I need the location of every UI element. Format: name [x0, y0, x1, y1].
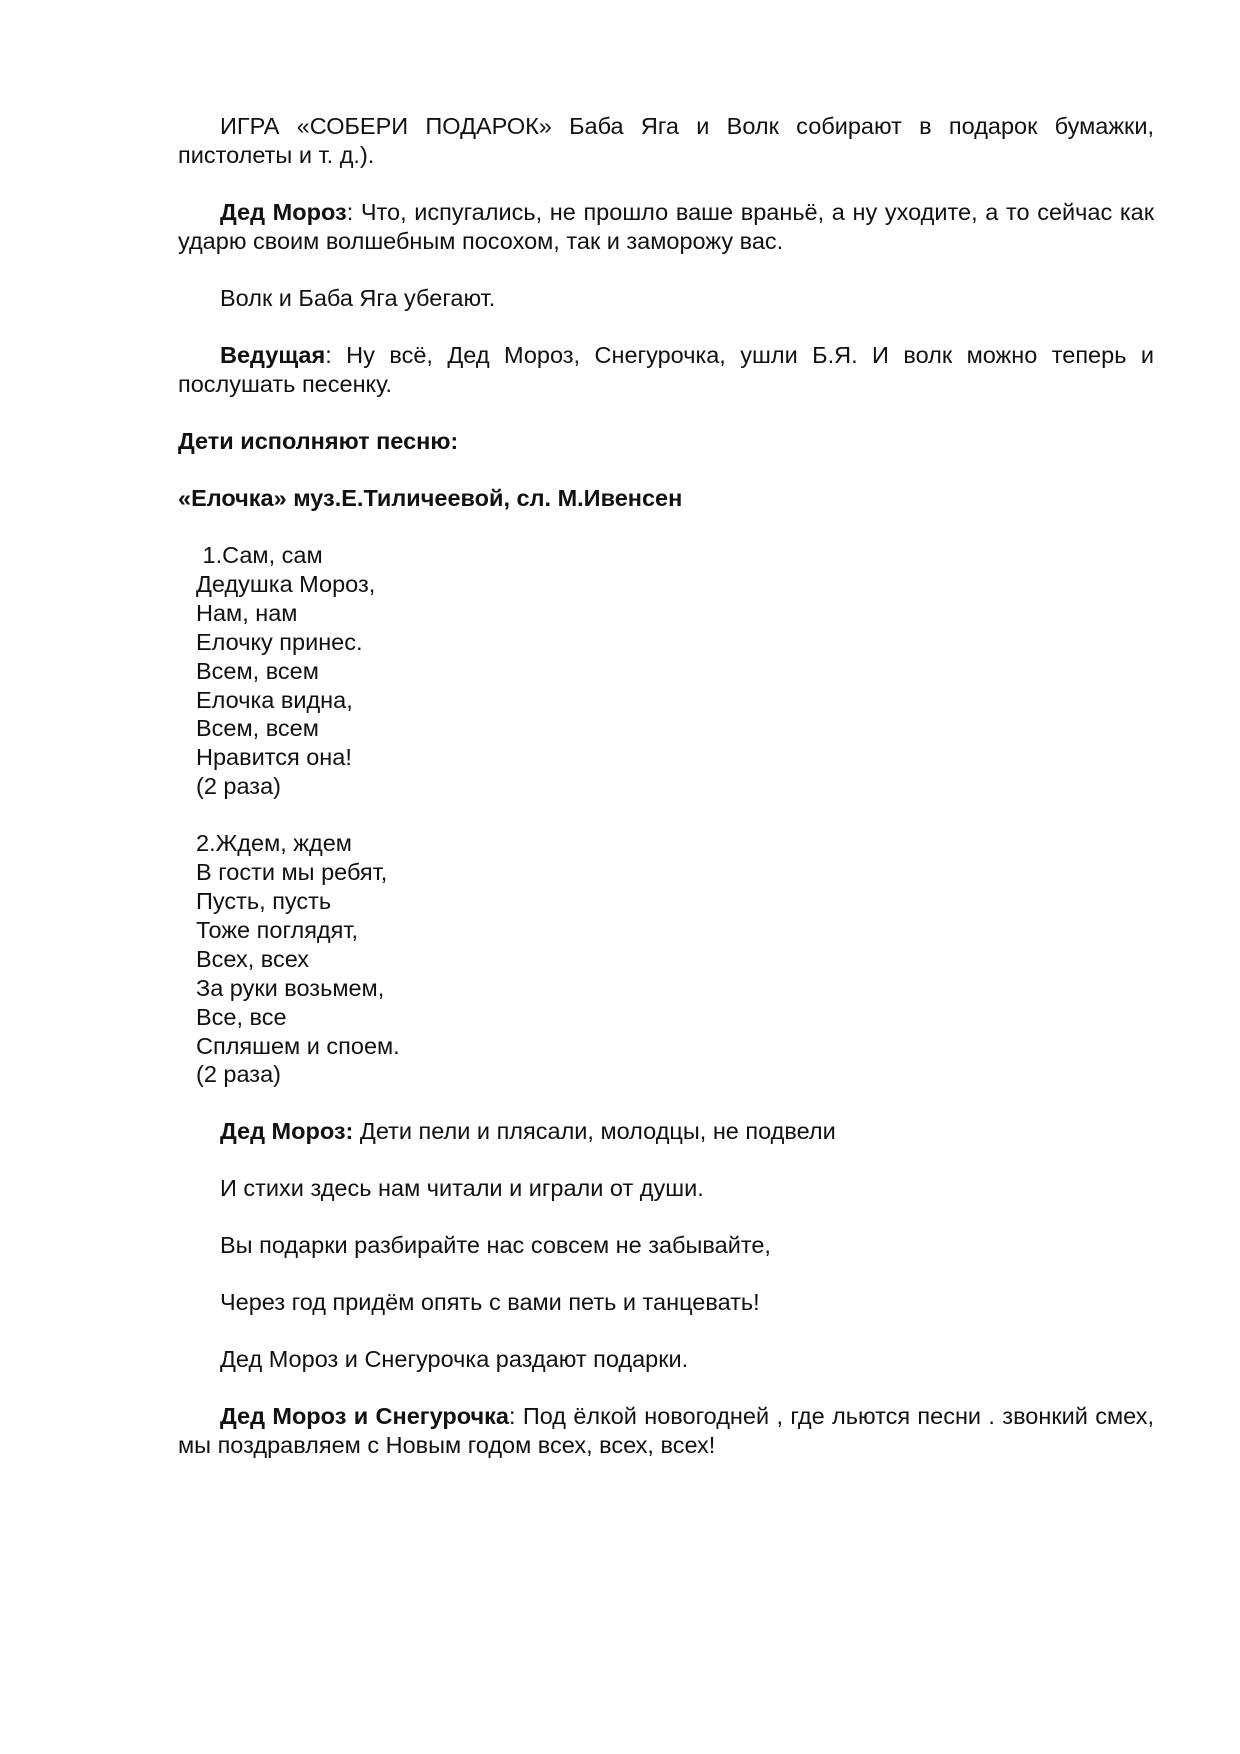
verse-line: Спляшем и споем. [196, 1032, 400, 1059]
poem-line-2: И стихи здесь нам читали и играли от души. [220, 1175, 704, 1202]
verse-line: Все, все [196, 1003, 287, 1030]
verse-line: Нравится она! [196, 744, 352, 771]
paragraph-ded-moroz-2 [178, 1117, 1154, 1146]
verse-line: Тоже поглядят, [196, 916, 359, 943]
speech-text: : Что, испугались, не прошло ваше враньё, а ну уходите, а то сейчас как ударю своим волшебным посохом, так и заморожу вас. [178, 199, 1155, 254]
document-page [178, 112, 1154, 1460]
paragraph-stage-direction-1: Волк и Баба Яга убегают. [220, 285, 496, 311]
song-verse-1 [178, 541, 1154, 801]
speaker-ded-moroz: Дед Мороз: [220, 1118, 354, 1145]
verse-line: Всем, всем [196, 715, 319, 742]
verse-line: За руки возьмем, [196, 974, 385, 1001]
heading-song-intro: Дети исполняют песню: [178, 428, 459, 454]
verse-line: 2.Ждем, ждем [196, 830, 352, 857]
speech-text: Дети пели и плясали, молодцы, не подвели [353, 1118, 836, 1145]
poem-line-4: Через год придём опять с вами петь и танцевать! [220, 1289, 760, 1316]
poem-line-3: Вы подарки разбирайте нас совсем не забывайте, [220, 1232, 771, 1259]
speaker-ded-moroz: Дед Мороз [220, 199, 347, 225]
verse-line: Всем, всем [196, 657, 319, 684]
verse-line: Елочку принес. [196, 628, 363, 655]
paragraph-game: ИГРА «СОБЕРИ ПОДАРОК» Баба Яга и Волк собирают в подарок бумажки, пистолеты и т. д.). [178, 113, 1154, 168]
speaker-vedushaya: Ведущая [220, 342, 326, 368]
paragraph-ded-moroz-1 [178, 198, 1154, 256]
verse-line: Дедушка Мороз, [196, 570, 376, 597]
paragraph-stage-direction-2: Дед Мороз и Снегурочка раздают подарки. [220, 1346, 689, 1373]
verse-line: (2 раза) [196, 773, 281, 800]
verse-line: 1.Сам, сам [196, 542, 323, 568]
song-verse-2 [178, 829, 1154, 1089]
paragraph-vedushaya [178, 341, 1154, 399]
speech-text: : Под ёлкой новогодней , где льются песни . звонкий смех, мы поздравляем с Новым годом всех, всех, всех! [178, 1403, 1154, 1459]
heading-song-title: «Елочка» муз.Е.Тиличеевой, сл. М.Ивенсен [178, 485, 683, 511]
speech-text: : Ну всё, Дед Мороз, Снегурочка, ушли Б.Я. И волк можно теперь и послушать песенку. [178, 342, 1154, 397]
verse-line: (2 раза) [196, 1061, 281, 1088]
verse-line: Нам, нам [196, 599, 298, 626]
verse-line: Елочка видна, [196, 686, 353, 713]
verse-line: В гости мы ребят, [196, 859, 388, 886]
verse-line: Пусть, пусть [196, 887, 332, 914]
paragraph-final-greeting [178, 1402, 1154, 1460]
speaker-ded-moroz-snegurochka: Дед Мороз и Снегурочка [220, 1403, 509, 1430]
verse-line: Всех, всех [196, 945, 310, 972]
